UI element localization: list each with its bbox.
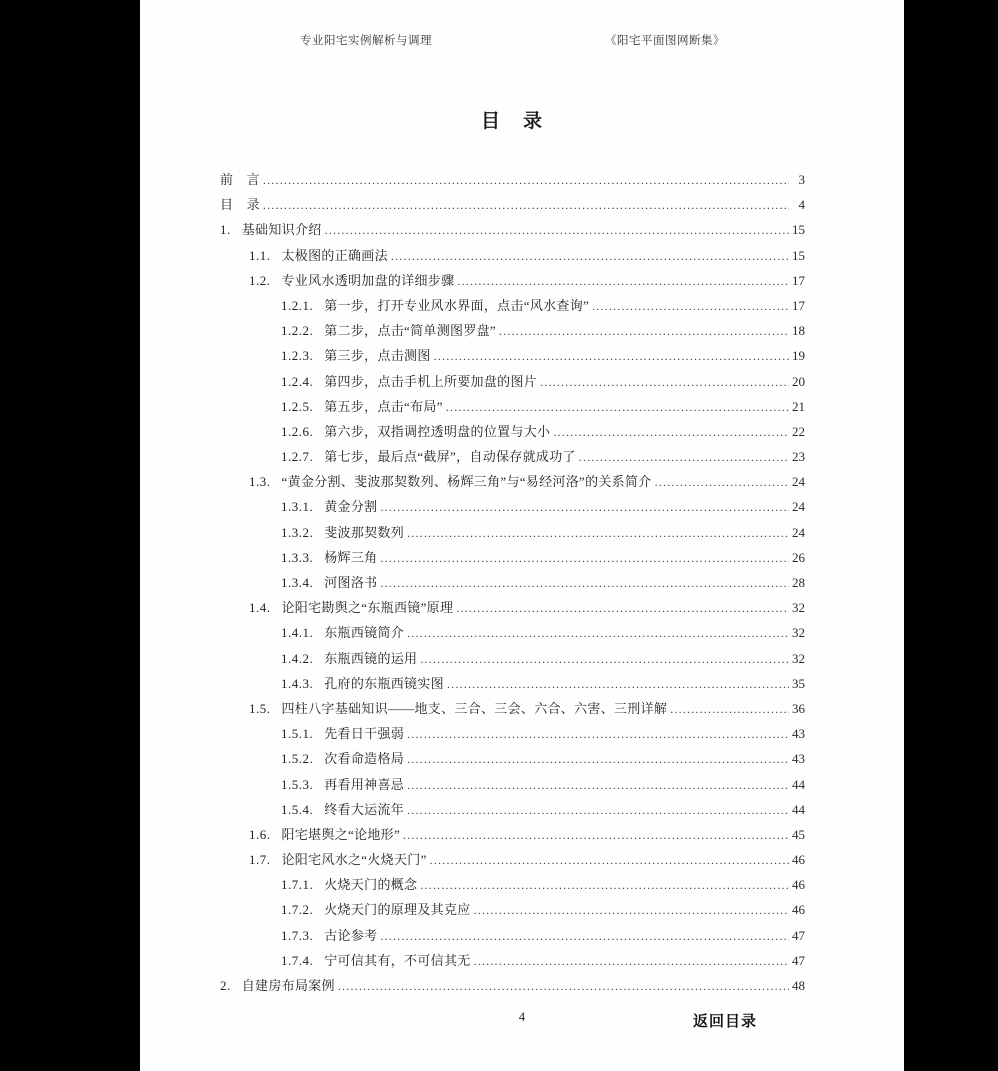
toc-entry[interactable] [220,369,805,394]
toc-entry-number: 1.2.5. [281,398,314,414]
toc-dot-leader [391,243,789,269]
toc-entry-label: 目 录 [220,197,260,213]
toc-entry-page: 24 [792,524,805,540]
toc-entry[interactable] [220,217,805,242]
toc-entry-number: 1.4. [249,600,271,616]
toc-entry-number: 1.3. [249,474,271,490]
toc-entry-number: 2. [220,978,231,993]
toc-dot-leader [407,746,789,772]
page-number: 4 [518,1010,526,1024]
toc-entry-page: 35 [792,675,805,691]
toc-dot-leader [553,419,789,445]
toc-entry[interactable] [220,545,805,570]
toc-entry[interactable] [220,343,805,368]
toc-entry-page: 24 [792,499,805,515]
toc-entry[interactable] [220,973,805,998]
toc-entry[interactable] [220,469,805,494]
toc-entry[interactable] [220,822,805,847]
toc-entry-number: 1.6. [249,826,271,842]
toc-entry-label: 论阳宅勘舆之“东瓶西镜”原理 [281,600,454,616]
toc-entry-page: 32 [792,600,805,616]
toc-dot-leader [540,369,789,395]
toc-entry-page: 24 [792,474,805,490]
toc-entry-label: 第一步，打开专业风水界面，点击“风水查询” [324,297,590,313]
toc-entry-label: 四柱八字基础知识——地支、三合、三会、六合、六害、三刑详解 [281,700,668,716]
toc-entry-label: 东瓶西镜简介 [324,625,405,641]
toc-entry-number: 1.4.1. [281,625,314,641]
toc-dot-leader [407,620,789,646]
toc-entry-number: 1.5.2. [281,751,314,767]
toc-entry-number: 1.2.3. [281,348,314,364]
toc-entry[interactable] [220,494,805,519]
toc-dot-leader [420,646,789,672]
toc-entry[interactable] [220,797,805,822]
toc-entry-number: 1.5. [249,700,271,716]
toc-entry[interactable] [220,721,805,746]
toc-entry-page: 47 [792,952,805,968]
toc-entry-number: 1.2.1. [281,297,314,313]
toc-dot-leader [263,167,789,193]
toc-entry-number: 1.5.1. [281,726,314,742]
toc-dot-leader [474,948,789,974]
toc-dot-leader [380,545,789,571]
toc-entry-label: 火烧天门的概念 [324,877,418,893]
toc-entry-number: 1.2. [249,272,271,288]
toc-entry-number: 1.2.4. [281,373,314,389]
toc-entry-label: 次看命造格局 [324,751,405,767]
toc-entry-label: 黄金分割 [324,499,378,515]
toc-dot-leader [263,192,789,218]
toc-entry-label: 太极图的正确画法 [281,247,388,263]
toc-entry-label: 先看日干强弱 [324,726,405,742]
toc-dot-leader [325,217,789,243]
toc-entry-page: 43 [792,751,805,767]
toc-entry[interactable] [220,268,805,293]
toc-entry-label: 宁可信其有，不可信其无 [324,952,471,968]
toc-dot-leader [592,293,789,319]
toc-entry[interactable] [220,167,805,192]
toc-dot-leader [380,570,789,596]
toc-entry-label: 再看用神喜忌 [324,776,405,792]
toc-entry-page: 23 [792,449,805,465]
toc-entry[interactable] [220,772,805,797]
page-footer [140,1010,904,1032]
toc-entry-label: 第五步，点击“布局” [324,398,443,414]
toc-entry[interactable] [220,520,805,545]
toc-entry[interactable] [220,847,805,872]
toc-dot-leader [403,822,789,848]
toc-entry-label: 第四步，点击手机上所要加盘的图片 [324,373,538,389]
toc-entry-page: 4 [798,197,805,213]
toc-entry-number: 1.3.1. [281,499,314,515]
toc-entry-page: 17 [792,297,805,313]
toc-entry-label: 阳宅堪舆之“论地形” [281,826,401,842]
toc-entry-page: 15 [792,222,805,238]
toc-dot-leader [457,268,789,294]
return-to-toc-link[interactable]: 返回目录 [692,1013,757,1030]
toc-entry[interactable] [220,394,805,419]
toc-entry-page: 43 [792,726,805,742]
toc-dot-leader [407,721,789,747]
toc-dot-leader [407,772,789,798]
toc-entry-number: 1.5.3. [281,776,314,792]
toc-entry[interactable] [220,595,805,620]
toc-dot-leader [338,973,789,999]
toc-entry[interactable] [220,570,805,595]
toc-list [140,167,904,998]
toc-dot-leader [430,847,789,873]
toc-entry-label: 火烧天门的原理及其克应 [324,902,471,918]
toc-entry[interactable] [220,646,805,671]
toc-entry-page: 32 [792,650,805,666]
toc-entry-number: 1. [220,222,231,238]
toc-entry-number: 1.2.6. [281,423,314,439]
toc-entry-label: 第七步，最后点“截屏”，自动保存就成功了 [324,449,576,465]
toc-entry-label: 基础知识介绍 [241,222,322,238]
header-right-text: 《阳宅平面图网断集》 [605,35,725,47]
toc-entry-page: 28 [792,575,805,590]
document-page [140,0,904,1071]
toc-dot-leader [380,494,789,520]
toc-entry-number: 1.1. [249,247,271,263]
toc-dot-leader [655,469,789,495]
toc-dot-leader [474,897,789,923]
toc-entry-number: 1.7. [249,852,271,868]
toc-entry-page: 32 [792,625,805,641]
toc-entry-number: 1.3.3. [281,549,314,565]
toc-entry-number: 1.5.4. [281,801,314,817]
toc-entry-page: 19 [792,348,805,364]
toc-entry-label: 杨辉三角 [324,549,378,565]
toc-entry-page: 46 [792,877,805,893]
toc-entry-label: 河图洛书 [324,575,378,590]
toc-entry-number: 1.3.2. [281,524,314,540]
toc-entry-page: 45 [792,826,805,842]
toc-entry[interactable] [220,746,805,771]
toc-entry-number: 1.2.7. [281,449,314,465]
header-left-text: 专业阳宅实例解析与调理 [300,35,432,47]
toc-entry-label: “黄金分割、斐波那契数列、杨辉三角”与“易经河洛”的关系简介 [281,474,652,490]
toc-entry-page: 36 [792,700,805,716]
toc-entry-page: 17 [792,272,805,288]
toc-entry[interactable] [220,192,805,217]
toc-entry[interactable] [220,948,805,973]
toc-dot-leader [670,696,789,722]
toc-dot-leader [446,394,789,420]
toc-entry[interactable] [220,671,805,696]
toc-dot-leader [499,318,789,344]
page-title: 目 录 [480,111,544,132]
toc-entry-label: 第三步，点击测图 [324,348,431,364]
toc-entry-page: 47 [792,927,805,943]
toc-dot-leader [380,923,789,949]
toc-entry-number: 1.7.3. [281,927,314,943]
toc-entry-label: 专业风水透明加盘的详细步骤 [281,272,455,288]
toc-entry[interactable] [220,243,805,268]
toc-dot-leader [420,872,789,898]
toc-dot-leader [407,797,789,823]
toc-entry-number: 1.4.2. [281,650,314,666]
toc-entry-page: 44 [792,801,805,817]
toc-entry-number: 1.7.1. [281,877,314,893]
toc-entry-page: 20 [792,373,805,389]
toc-entry-label: 古论参考 [324,927,378,943]
toc-entry-label: 孔府的东瓶西镜实图 [324,675,444,691]
toc-entry-page: 18 [792,323,805,339]
toc-dot-leader [456,595,789,621]
toc-dot-leader [447,671,789,697]
toc-entry-page: 21 [792,398,805,414]
toc-entry[interactable] [220,923,805,948]
toc-entry-page: 46 [792,902,805,918]
toc-entry[interactable] [220,444,805,469]
toc-entry[interactable] [220,318,805,343]
toc-entry[interactable] [220,419,805,444]
toc-entry-number: 1.7.2. [281,902,314,918]
toc-entry-number: 1.3.4. [281,575,314,590]
toc-dot-leader [407,520,789,546]
toc-entry-number: 1.2.2. [281,323,314,339]
toc-dot-leader [434,343,789,369]
toc-entry-number: 1.7.4. [281,952,314,968]
toc-entry-label: 论阳宅风水之“火烧天门” [281,852,427,868]
toc-entry[interactable] [220,293,805,318]
toc-entry-label: 斐波那契数列 [324,524,405,540]
toc-entry-label: 第二步，点击“简单测图罗盘” [324,323,496,339]
toc-entry-page: 46 [792,852,805,868]
toc-entry-number: 1.4.3. [281,675,314,691]
toc-entry[interactable] [220,696,805,721]
page-header [140,0,904,48]
toc-entry-page: 3 [798,172,805,187]
toc-entry-label: 自建房布局案例 [241,978,335,993]
toc-entry[interactable] [220,620,805,645]
toc-entry-page: 15 [792,247,805,263]
toc-entry-label: 前 言 [220,172,260,187]
toc-entry-page: 44 [792,776,805,792]
toc-entry[interactable] [220,897,805,922]
toc-dot-leader [579,444,789,470]
toc-entry-label: 终看大运流年 [324,801,405,817]
toc-entry-label: 东瓶西镜的运用 [324,650,418,666]
toc-entry-label: 第六步，双指调控透明盘的位置与大小 [324,423,551,439]
toc-entry[interactable] [220,872,805,897]
toc-entry-page: 26 [792,549,805,565]
toc-entry-page: 48 [792,978,805,993]
toc-entry-page: 22 [792,423,805,439]
